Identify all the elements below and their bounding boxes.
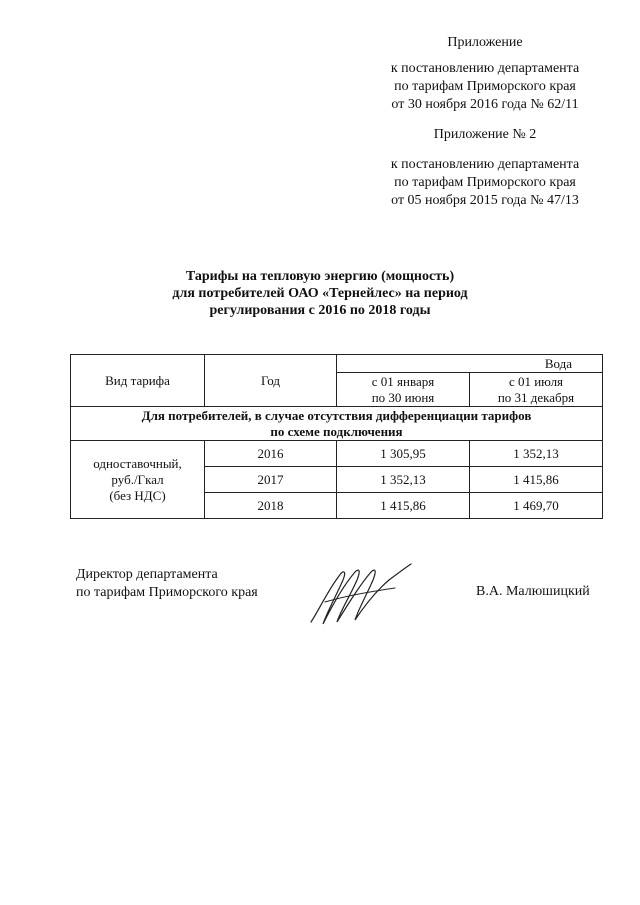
year-cell: 2017 [205, 467, 337, 493]
appendix2-ref-line3: от 05 ноября 2015 года № 47/13 [391, 193, 579, 208]
title-line3: регулирования с 2016 по 2018 годы [209, 303, 431, 318]
year-cell: 2016 [205, 441, 337, 467]
appendix-title: Приложение [447, 35, 523, 50]
signatory-position [76, 566, 258, 602]
tariff-type-cell [71, 441, 205, 519]
appendix2-title: Приложение № 2 [433, 127, 537, 142]
title-line1: Тарифы на тепловую энергию (мощность) [185, 269, 455, 284]
first-half-value: 1 305,95 [337, 441, 470, 467]
position-line1: Директор департамента [76, 567, 218, 582]
tariff-type-line2: руб./Гкал [111, 471, 164, 487]
appendix-header [350, 34, 620, 210]
title-line2: для потребителей ОАО «Тернейлес» на период [172, 286, 468, 301]
first-half-value: 1 415,86 [337, 493, 470, 519]
position-line2: по тарифам Приморского края [76, 585, 258, 600]
period1-line2: по 30 июня [371, 389, 435, 405]
appendix2-ref-line1: к постановлению департамента [390, 157, 580, 172]
year-cell: 2018 [205, 493, 337, 519]
document-title [90, 268, 550, 319]
appendix-ref-line1: к постановлению департамента [390, 61, 580, 76]
second-half-value: 1 352,13 [470, 441, 603, 467]
header-period-first-half [337, 373, 470, 407]
period2-line1: с 01 июля [508, 373, 564, 389]
table-row [71, 441, 603, 467]
first-half-value: 1 352,13 [337, 467, 470, 493]
header-water: Вода [337, 355, 603, 373]
tariff-table [70, 354, 603, 519]
header-period-second-half [470, 373, 603, 407]
appendix2-ref-line2: по тарифам Приморского края [394, 175, 576, 190]
tariff-type-line1: одноставочный, [93, 455, 182, 471]
section-row [71, 407, 603, 441]
section-line2: по схеме подключения [270, 423, 403, 439]
appendix-ref-line2: по тарифам Приморского края [394, 79, 576, 94]
period2-line2: по 31 декабря [497, 389, 575, 405]
tariff-type-line3: (без НДС) [109, 487, 166, 503]
header-tariff-type: Вид тарифа [71, 355, 205, 407]
second-half-value: 1 415,86 [470, 467, 603, 493]
header-year: Год [205, 355, 337, 407]
second-half-value: 1 469,70 [470, 493, 603, 519]
section-line1: Для потребителей, в случае отсутствия дифференциации тарифов [141, 407, 532, 423]
signatory-name: В.А. Малюшицкий [476, 584, 590, 599]
appendix-ref-line3: от 30 ноября 2016 года № 62/11 [391, 97, 579, 112]
handwritten-signature [305, 562, 415, 632]
period1-line1: с 01 января [371, 373, 435, 389]
